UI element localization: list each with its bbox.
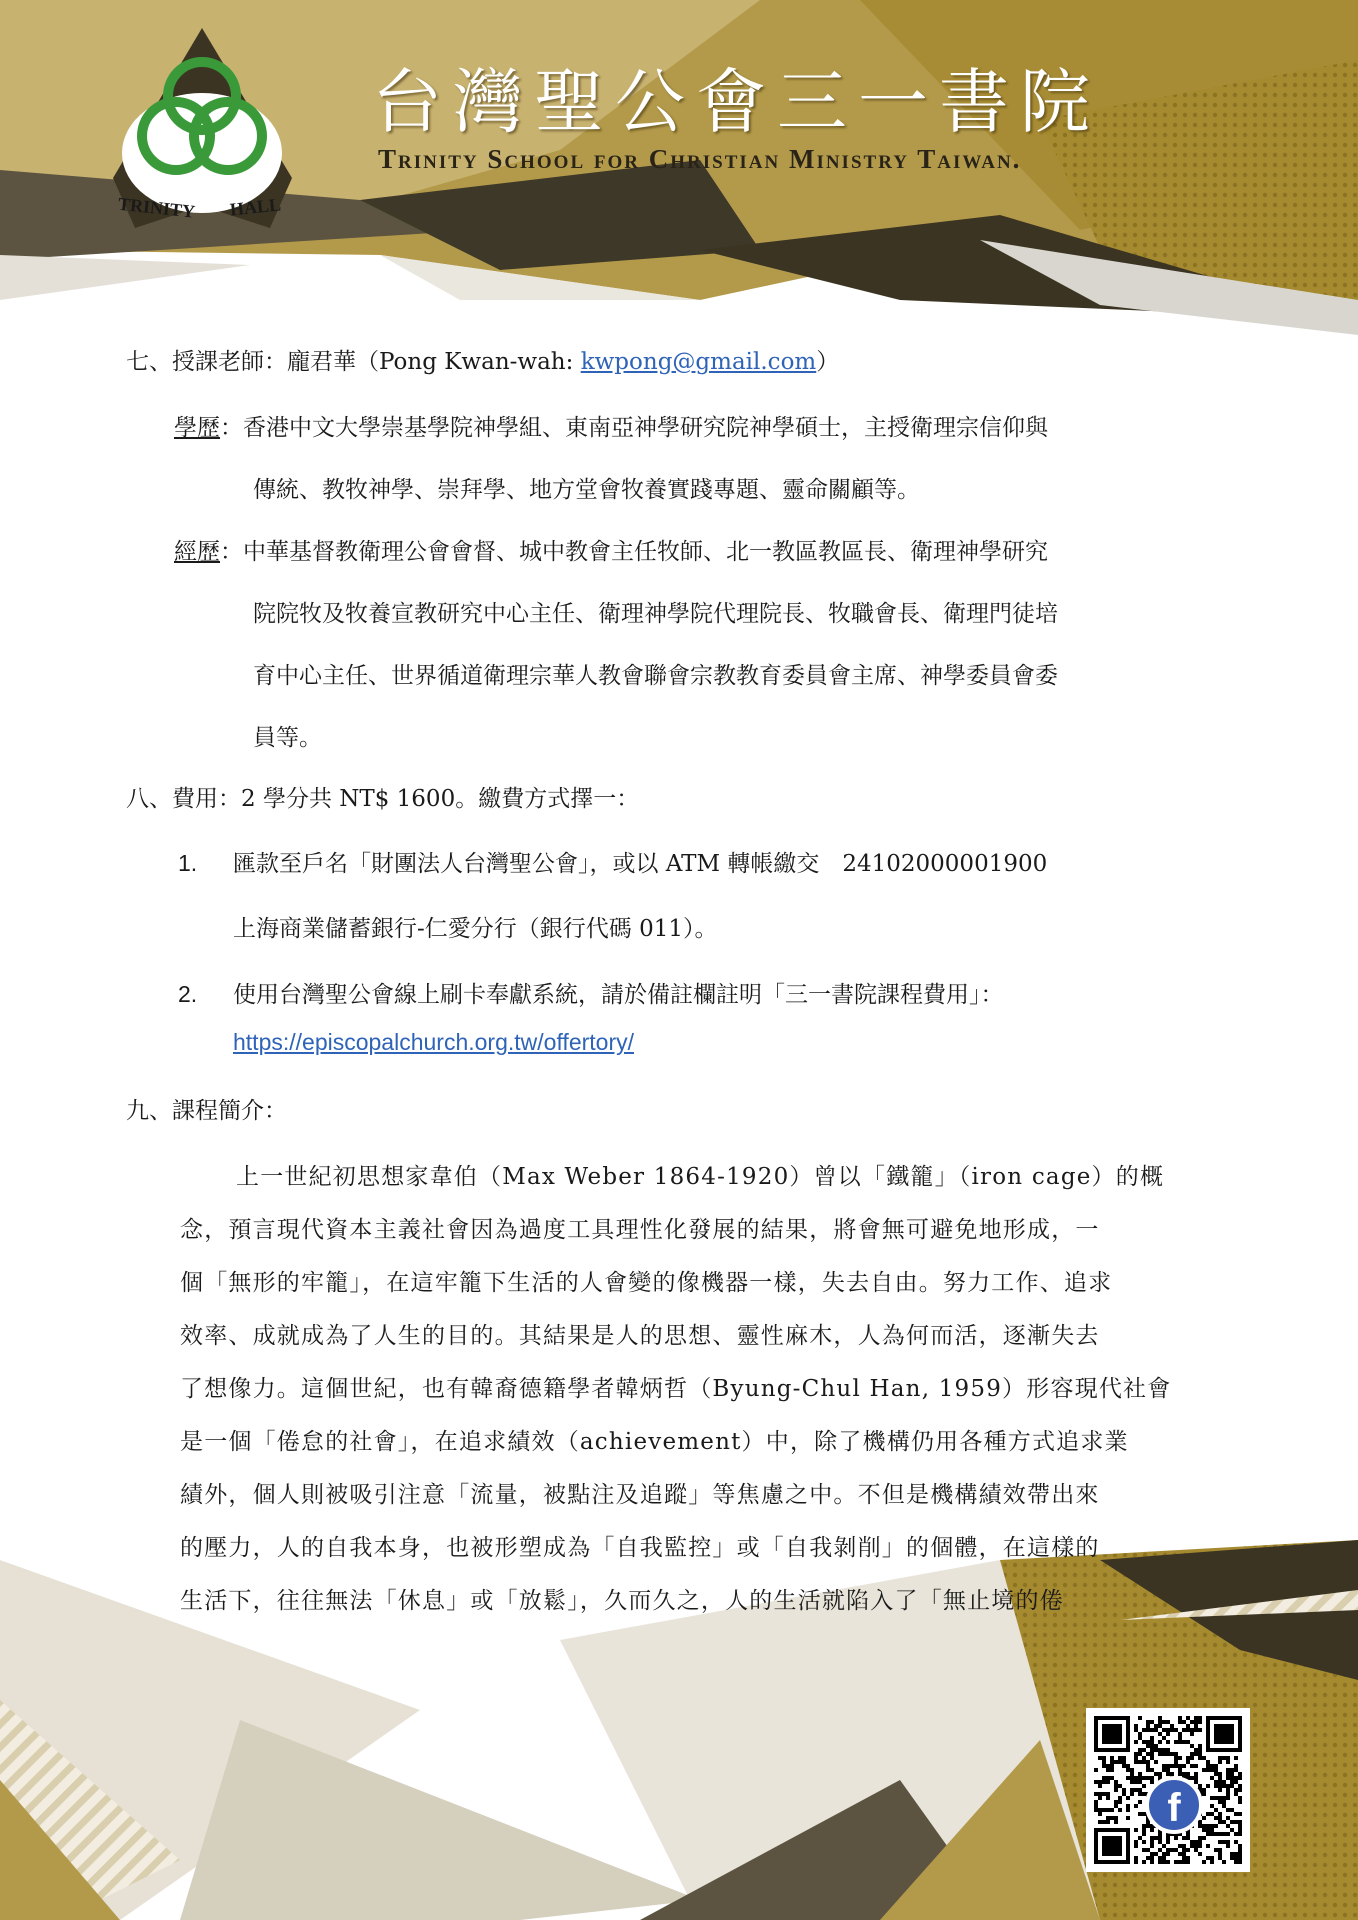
section7-heading-text: 七、授課老師：龐君華（Pong Kwan-wah:: [126, 349, 581, 375]
school-title-english: Trinity School for Christian Ministry Taiwan.: [378, 144, 1022, 174]
experience-text-1: 中華基督教衛理公會會督、城中教會主任牧師、北一教區教區長、衛理神學研究: [243, 539, 1048, 565]
trinity-hall-logo: [110, 28, 295, 233]
logo-text-left: TRINITY: [117, 193, 196, 222]
intro-line-4: 效率、成就成為了人生的目的。其結果是人的思想、靈性麻木，人為何而活，逐漸失去: [180, 1323, 1100, 1349]
education-text-1: 香港中文大學崇基學院神學組、東南亞神學研究院神學碩士，主授衛理宗信仰與: [243, 415, 1048, 441]
experience-text-2: 院院牧及牧養宣教研究中心主任、衛理神學院代理院長、牧職會長、衛理門徒培: [253, 601, 1058, 627]
teacher-email-link[interactable]: kwpong@gmail.com: [580, 349, 817, 375]
offertory-link[interactable]: https://episcopalchurch.org.tw/offertory/: [233, 1029, 634, 1055]
intro-line-6: 是一個「倦怠的社會」，在追求績效（achievement）中，除了機構仍用各種方式追求業: [180, 1429, 1129, 1455]
experience-text-4: 員等。: [253, 725, 322, 751]
education-text-2: 傳統、教牧神學、崇拜學、地方堂會牧養實踐專題、靈命關顧等。: [253, 477, 920, 503]
intro-line-5: 了想像力。這個世紀，也有韓裔德籍學者韓炳哲（Byung-Chul Han, 1959）形容現代社會: [180, 1376, 1172, 1402]
experience-text-3: 育中心主任、世界循道衛理宗華人教會聯會宗教教育委員會主席、神學委員會委: [253, 663, 1058, 689]
education-line-1: [174, 409, 1048, 442]
payment-item-1-number: 1.: [178, 850, 198, 876]
intro-line-9: 生活下，往往無法「休息」或「放鬆」，久而久之，人的生活就陷入了「無止境的倦: [180, 1588, 1064, 1614]
school-title-chinese: 台灣聖公會三一書院: [372, 61, 1101, 143]
logo-text-right: HALL: [228, 194, 282, 220]
section7-heading: [126, 343, 839, 376]
payment-item-1-text: 匯款至戶名「財團法人台灣聖公會」，或以 ATM 轉帳繳交 24102000001900: [233, 851, 1048, 877]
offertory-link-line: [233, 1029, 634, 1056]
experience-colon: ：: [220, 539, 243, 565]
intro-line-2: 念，預言現代資本主義社會因為過度工具理性化發展的結果，將會無可避免地形成，一: [180, 1217, 1100, 1243]
payment-item-1: [178, 845, 1047, 878]
section7-heading-end: ）: [816, 349, 840, 375]
intro-line-8: 的壓力，人的自我本身，也被形塑成為「自我監控」或「自我剝削」的個體，在這樣的: [180, 1535, 1100, 1561]
section8-heading: 八、費用：2 學分共 NT$ 1600。繳費方式擇一：: [126, 786, 640, 812]
intro-line-1: 上一世紀初思想家韋伯（Max Weber 1864-1920）曾以「鐵籠」（iron cage）的概: [236, 1164, 1165, 1190]
payment-item-2: [178, 976, 1004, 1009]
payment-item-2-number: 2.: [178, 981, 198, 1007]
payment-item-1-bank: 上海商業儲蓄銀行-仁愛分行（銀行代碼 011）。: [233, 916, 718, 942]
experience-label: 經歷: [174, 539, 220, 565]
payment-item-2-text: 使用台灣聖公會線上刷卡奉獻系統，請於備註欄註明「三一書院課程費用」：: [233, 982, 1004, 1008]
intro-line-7: 績外，個人則被吸引注意「流量，被點注及追蹤」等焦慮之中。不但是機構績效帶出來: [180, 1482, 1100, 1508]
section9-heading: 九、課程簡介：: [126, 1098, 287, 1124]
education-colon: ：: [220, 415, 243, 441]
facebook-icon: f: [1145, 1776, 1203, 1834]
experience-line-1: [174, 533, 1048, 566]
education-label: 學歷: [174, 415, 220, 441]
intro-line-3: 個「無形的牢籠」，在這牢籠下生活的人會變的像機器一樣，失去自由。努力工作、追求: [180, 1270, 1113, 1296]
